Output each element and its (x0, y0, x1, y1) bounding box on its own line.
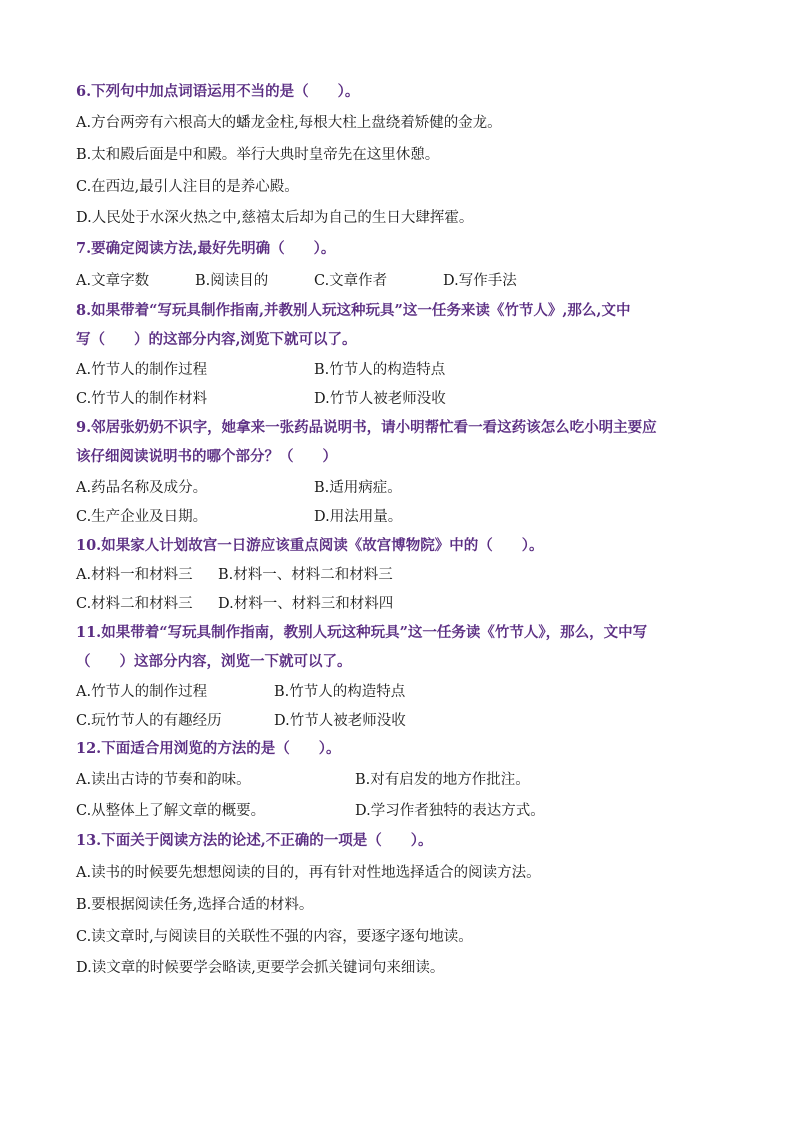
question-7-option-a: A.文章字数 (76, 273, 150, 289)
question-9-stem-line2: 该仔细阅读说明书的哪个部分？（ ） (76, 448, 337, 465)
question-9-stem-line1: 9.邻居张奶奶不识字，她拿来一张药品说明书，请小明帮忙看一看这药该怎么吃小明主要应 (76, 419, 657, 436)
question-12-stem: 12.下面适合用浏览的方法的是（ ）。 (76, 740, 341, 757)
question-13-option-b: B.要根据阅读任务,选择合适的材料。 (76, 897, 314, 913)
question-13-option-d: D.读文章的时候要学会略读,更要学会抓关键词句来细读。 (76, 960, 445, 976)
question-11-stem-line2: （ ）这部分内容，浏览一下就可以了。 (76, 653, 352, 670)
question-11-stem-line1: 11.如果带着“写玩具制作指南，教别人玩这种玩具”这一任务读《竹节人》，那么，文中写 (76, 624, 648, 641)
question-7-stem: 7.要确定阅读方法,最好先明确（ ）。 (76, 240, 336, 257)
question-12-option-c: C.从整体上了解文章的概要。 (76, 803, 266, 819)
question-8-option-a: A.竹节人的制作过程 (76, 362, 208, 378)
question-8-option-b: B.竹节人的构造特点 (314, 362, 446, 378)
question-7-option-b: B.阅读目的 (195, 273, 269, 289)
question-11-option-d: D.竹节人被老师没收 (274, 713, 406, 729)
question-6-option-c: C.在西边,最引人注目的是养心殿。 (76, 179, 299, 195)
question-13-option-a: A.读书的时候要先想想阅读的目的，再有针对性地选择适合的阅读方法。 (76, 865, 541, 881)
question-10-option-c: C.材料二和材料三 (76, 596, 193, 612)
question-10-option-b: B.材料一、材料二和材料三 (218, 567, 393, 583)
question-6-option-d: D.人民处于水深火热之中,慈禧太后却为自己的生日大肆挥霍。 (76, 210, 474, 226)
question-9-option-d: D.用法用量。 (314, 509, 403, 525)
question-7-option-d: D.写作手法 (443, 273, 517, 289)
question-8-option-d: D.竹节人被老师没收 (314, 391, 446, 407)
question-11-option-b: B.竹节人的构造特点 (274, 684, 406, 700)
question-8-stem-line2: 写（ ）的这部分内容,浏览下就可以了。 (76, 331, 357, 348)
question-7-option-c: C.文章作者 (314, 273, 388, 289)
question-13-stem: 13.下面关于阅读方法的论述,不正确的一项是（ ）。 (76, 832, 433, 849)
question-12-option-b: B.对有启发的地方作批注。 (355, 772, 530, 788)
question-9-option-b: B.适用病症。 (314, 480, 402, 496)
question-8-option-c: C.竹节人的制作材料 (76, 391, 208, 407)
question-10-stem: 10.如果家人计划故宫一日游应该重点阅读《故宫博物院》中的（ ）。 (76, 537, 544, 554)
question-11-option-c: C.玩竹节人的有趣经历 (76, 713, 222, 729)
question-10-option-d: D.材料一、材料三和材料四 (218, 596, 394, 612)
question-10-option-a: A.材料一和材料三 (76, 567, 193, 583)
question-6-option-b: B.太和殿后面是中和殿。举行大典时皇帝先在这里休憩。 (76, 147, 440, 163)
question-6-option-a: A.方台两旁有六根高大的蟠龙金柱,每根大柱上盘绕着矫健的金龙。 (76, 115, 502, 131)
question-8-stem-line1: 8.如果带着“写玩具制作指南,并教别人玩这种玩具”这一任务来读《竹节人》,那么,文中 (76, 302, 631, 319)
question-6-stem: 6.下列句中加点词语运用不当的是（ ）。 (76, 83, 360, 100)
question-13-option-c: C.读文章时,与阅读目的关联性不强的内容，要逐字逐句地读。 (76, 929, 473, 945)
question-9-option-a: A.药品名称及成分。 (76, 480, 208, 496)
question-9-option-c: C.生产企业及日期。 (76, 509, 208, 525)
question-11-option-a: A.竹节人的制作过程 (76, 684, 208, 700)
question-12-option-a: A.读出古诗的节奏和韵味。 (76, 772, 251, 788)
question-12-option-d: D.学习作者独特的表达方式。 (355, 803, 545, 819)
